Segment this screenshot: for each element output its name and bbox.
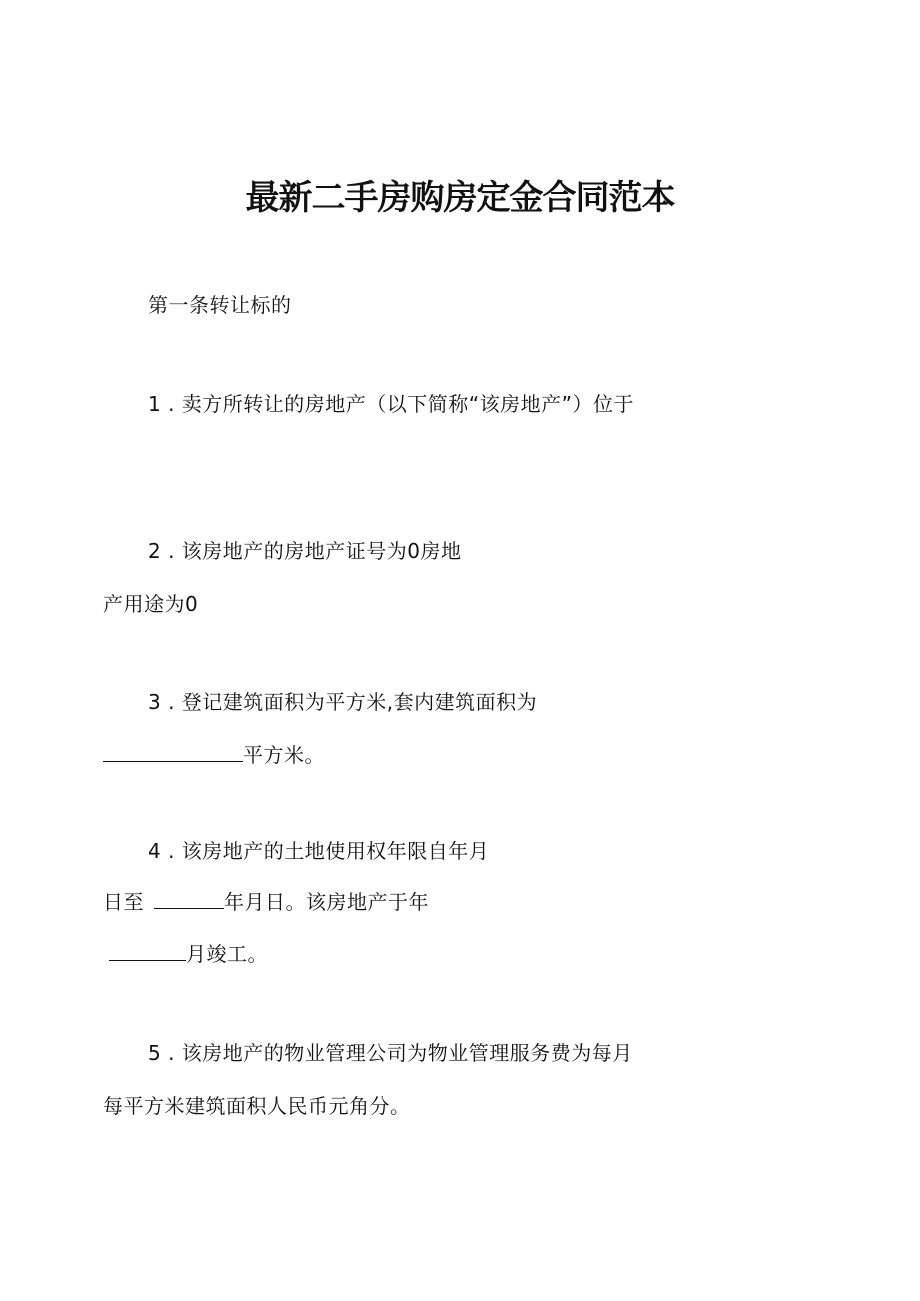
fill-in-blank [154, 890, 224, 909]
article-heading: 第一条转让标的 [148, 293, 292, 317]
clause-3-line-2 [103, 741, 325, 769]
clause-2-line-2: 产用途为0 [103, 592, 199, 616]
clause-4-line-3-suffix: 月竣工。 [186, 942, 268, 966]
document-title: 最新二手房购房定金合同范本 [245, 178, 675, 218]
clause-5-line-2: 每平方米建筑面积人民币元角分。 [103, 1094, 411, 1118]
clause-1: 1 . 卖方所转让的房地产（以下简称“该房地产”）位于 [148, 392, 635, 416]
clause-4-prefix: 日至 [103, 890, 144, 914]
clause-4-line-3 [103, 940, 268, 968]
clause-3-line-1: 3 . 登记建筑面积为平方米,套内建筑面积为 [148, 690, 538, 714]
clause-2-line-1: 2 . 该房地产的房地产证号为0房地 [148, 539, 462, 563]
clause-4-suffix: 年月日。该房地产于年 [224, 890, 429, 914]
fill-in-blank [109, 942, 186, 961]
fill-in-blank [103, 743, 243, 762]
clause-4-line-1: 4 . 该房地产的土地使用权年限自年月 [148, 839, 490, 863]
clause-4-line-2 [103, 888, 429, 916]
clause-5-line-1: 5 . 该房地产的物业管理公司为物业管理服务费为每月 [148, 1041, 633, 1065]
clause-3-suffix: 平方米。 [243, 743, 325, 767]
